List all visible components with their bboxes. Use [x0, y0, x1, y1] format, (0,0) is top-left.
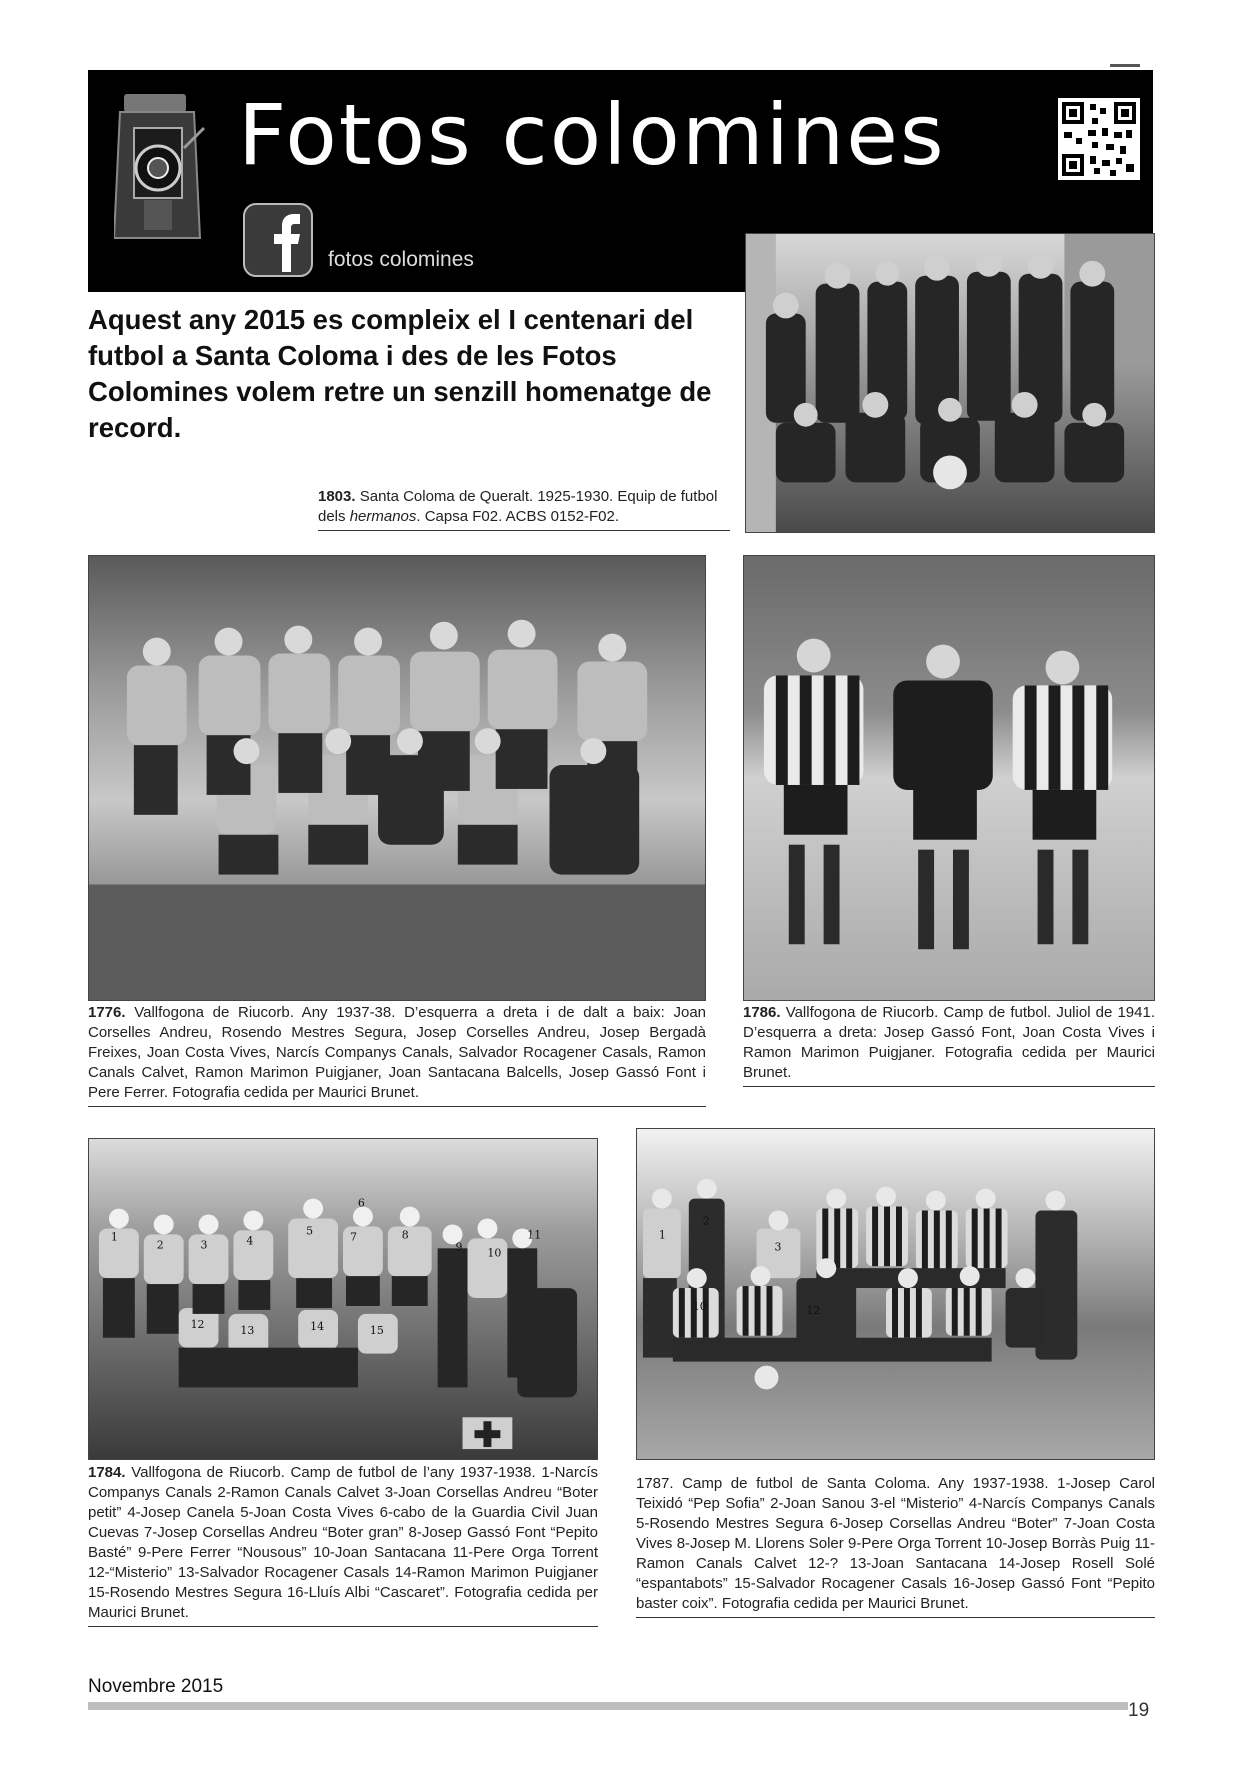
caption-number: 1784.: [88, 1464, 126, 1481]
photo-label: 1: [658, 1228, 666, 1242]
photo-label: 13: [240, 1323, 255, 1337]
photo-label: 12: [806, 1303, 821, 1317]
intro-paragraph: Aquest any 2015 es compleix el I centenari del futbol a Santa Coloma i des de les Fotos Colomines volem retre un senzill homenatge de record.: [88, 304, 712, 443]
photo-label: 5: [306, 1224, 314, 1238]
qr-code-icon: [1058, 98, 1140, 180]
caption-1803: [318, 487, 730, 531]
caption-number: 1787.: [636, 1475, 674, 1492]
photo-label: 10: [487, 1246, 502, 1260]
facebook-page-label[interactable]: fotos colomines: [328, 248, 474, 271]
corner-crop-mark: [1110, 64, 1140, 67]
caption-1784: [88, 1463, 598, 1627]
caption-number: 1803.: [318, 488, 356, 505]
caption-text: Vallfogona de Riucorb. Camp de futbol de l’any 1937-1938. 1-Narcís Companys Canals 2-Ramon Canals Calvet 3-Joan Corsellas Andreu “Boter petit” 4-Josep Canela 5-Joan Costa Vives 6-cabo de la Guardia Civil Juan Cuevas 7-Josep Corsellas Andreu “Boter gran” 8-Josep Gassó Font “Pepito Basté” 9-Pere Ferrer “Nousous” 10-Joan Santacana 11-Pere Orga Torrent 12-“Misterio” 13-Salvador Rocagener Casals 14-Ramon Marimon Puigjaner 15-Rosendo Mestres Segura 16-Lluís Albi “Cascaret”. Fotografia cedida per Maurici Brunet.: [88, 1464, 599, 1621]
photo-1803: [745, 233, 1155, 533]
footer-date: Novembre 2015: [88, 1676, 224, 1697]
photo-1776: [88, 555, 706, 1001]
facebook-icon[interactable]: [242, 202, 314, 278]
folding-camera-icon: [114, 88, 206, 263]
photo-label: 2: [156, 1238, 164, 1252]
photo-1784: [88, 1138, 598, 1460]
photo-label: 10: [692, 1299, 707, 1313]
caption-text: Camp de futbol de Santa Coloma. Any 1937-1938. 1-Josep Carol Teixidó “Pep Sofia” 2-Joan Sanou 3-el “Misterio” 4-Narcís Companys Canals 5-Rosendo Mestres Segura 6-Josep Corsellas Andreu “Boter” 7-Joan Costa Vives 8-Josep M. Llorens Soler 9-Pere Orga Torrent 10-Josep Borràs Puig 11-Ramon Canals Calvet 12-? 13-Joan Santacana 14-Josep Rosell Solé “espantabots” 15-Salvador Rocagener Casals 16-Josep Gassó Font “Pepito baster coix”. Fotografia cedida per Maurici Brunet.: [636, 1475, 1155, 1612]
photo-label: 9: [455, 1240, 463, 1254]
photo-label: 12: [190, 1317, 205, 1331]
caption-1786: [743, 1003, 1155, 1087]
page-title: Fotos colomines: [238, 86, 946, 184]
caption-text-end: . Capsa F02. ACBS 0152-F02.: [416, 508, 620, 525]
caption-1776: [88, 1003, 706, 1107]
caption-1787: [636, 1474, 1155, 1618]
photo-label: 14: [310, 1319, 325, 1333]
photo-label: 3: [200, 1238, 208, 1252]
caption-text: Santa Coloma de Queralt. 1925-1930. Equip de futbol dels: [318, 488, 718, 525]
photo-label: 2: [702, 1214, 710, 1228]
photo-label: 1: [110, 1230, 118, 1244]
photo-label: 15: [369, 1323, 384, 1337]
photo-label: 4: [246, 1234, 254, 1248]
page-number: 19: [1128, 1700, 1150, 1721]
photo-1787: [636, 1128, 1155, 1460]
photo-label: 7: [349, 1230, 357, 1244]
photo-label: 11: [527, 1228, 542, 1242]
caption-number: 1786.: [743, 1004, 781, 1021]
photo-label: 3: [774, 1240, 782, 1254]
caption-italic-text: hermanos: [349, 508, 417, 525]
caption-text: Vallfogona de Riucorb. Camp de futbol. Juliol de 1941. D’esquerra a dreta: Josep Gassó Font, Joan Costa Vives i Ramon Marimon Puigjaner. Fotografia cedida per Maurici Brunet.: [743, 1004, 1156, 1081]
footer-bar: [88, 1702, 1128, 1710]
photo-1786: [743, 555, 1155, 1001]
caption-number: 1776.: [88, 1004, 126, 1021]
caption-text: Vallfogona de Riucorb. Any 1937-38. D’esquerra a dreta i de dalt a baix: Joan Corselles Andreu, Rosendo Mestres Segura, Josep Corselles Andreu, Josep Bergadà Freixes, Joan Costa Vives, Narcís Companys Canals, Salvador Rocagener Casals, Ramon Canals Calvet, Ramon Marimon Puigjaner, Joan Santacana Balcells, Josep Gassó Font i Pere Ferrer. Fotografia cedida per Maurici Brunet.: [88, 1004, 707, 1101]
photo-label: 8: [401, 1228, 409, 1242]
photo-label: 6: [357, 1196, 365, 1210]
